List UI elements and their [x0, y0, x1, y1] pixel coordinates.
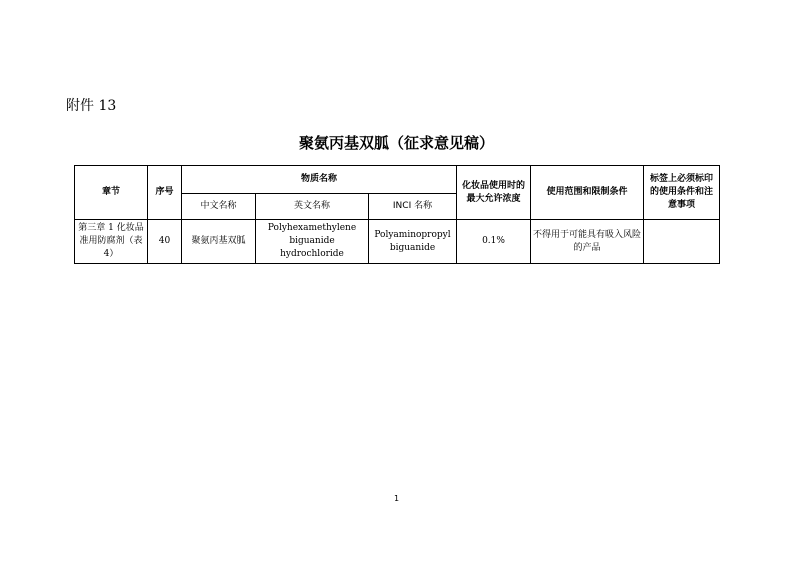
- cell-max-concentration: 0.1%: [457, 220, 531, 264]
- cell-chinese-name: 聚氨丙基双胍: [182, 220, 256, 264]
- cell-scope-limits: 不得用于可能具有吸入风险的产品: [531, 220, 644, 264]
- table-header-row: [75, 166, 720, 194]
- cell-chapter: 第三章 1 化妆品准用防腐剂（表 4）: [75, 220, 148, 264]
- header-label-conditions: 标签上必须标印的使用条件和注意事项: [644, 166, 720, 220]
- header-scope-limits: 使用范围和限制条件: [531, 166, 644, 220]
- header-chinese-name: 中文名称: [182, 194, 256, 220]
- table-row: [75, 220, 720, 264]
- header-max-concentration: 化妆品使用时的最大允许浓度: [457, 166, 531, 220]
- page-number: 1: [393, 494, 400, 503]
- cell-label-conditions: [644, 220, 720, 264]
- cell-serial: 40: [148, 220, 182, 264]
- cell-english-name: Polyhexamethylene biguanide hydrochloride: [256, 220, 369, 264]
- header-substance-name: 物质名称: [182, 166, 457, 194]
- header-serial: 序号: [148, 166, 182, 220]
- regulation-table: [74, 165, 720, 264]
- header-chapter: 章节: [75, 166, 148, 220]
- cell-inci-name: Polyaminopropyl biguanide: [369, 220, 457, 264]
- document-title: 聚氨丙基双胍（征求意见稿）: [298, 134, 494, 152]
- header-inci-name: INCI 名称: [369, 194, 457, 220]
- attachment-label: 附件 13: [66, 98, 117, 114]
- header-english-name: 英文名称: [256, 194, 369, 220]
